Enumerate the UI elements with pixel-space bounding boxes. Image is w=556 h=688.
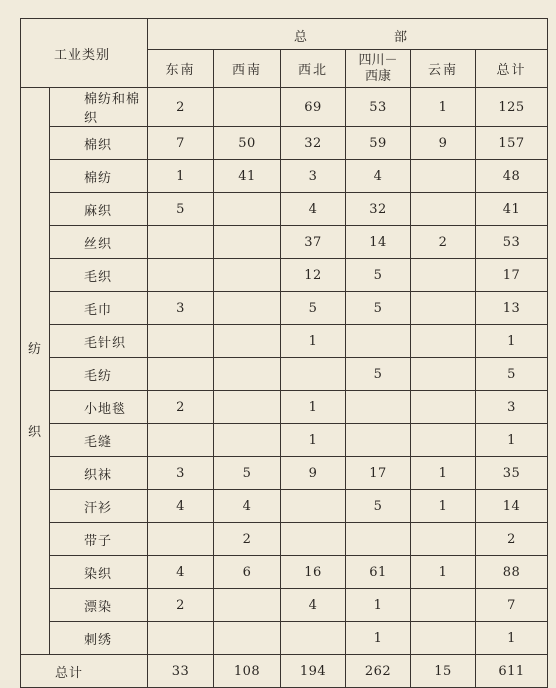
cell-xibei [281, 490, 346, 523]
table-row [21, 391, 548, 424]
cell-total: 2 [476, 523, 548, 556]
cell-dongnan: 7 [148, 127, 214, 160]
cell-dongnan: 2 [148, 589, 214, 622]
cell-sichuan: 17 [346, 457, 411, 490]
cell-xinan [214, 622, 281, 655]
cell-dongnan: 2 [148, 391, 214, 424]
cell-xibei: 3 [281, 160, 346, 193]
cell-yunnan [411, 160, 476, 193]
cell-sichuan: 59 [346, 127, 411, 160]
total-row [21, 655, 548, 688]
row-category-name: 染织 [50, 556, 148, 589]
column-header-xikang: 西康 [365, 68, 392, 84]
cell-yunnan: 15 [411, 655, 476, 688]
cell-xibei: 1 [281, 325, 346, 358]
cell-yunnan [411, 259, 476, 292]
group-header-char-2: 部 [394, 30, 408, 45]
row-category-name: 棉纺和棉织 [50, 88, 148, 127]
cell-sichuan: 5 [346, 490, 411, 523]
row-category-name: 漂染 [50, 589, 148, 622]
cell-xinan [214, 88, 281, 127]
cell-dongnan: 5 [148, 193, 214, 226]
cell-xinan [214, 589, 281, 622]
cell-xinan [214, 424, 281, 457]
row-category-name: 毛巾 [50, 292, 148, 325]
cell-xinan: 4 [214, 490, 281, 523]
cell-total: 88 [476, 556, 548, 589]
cell-total: 13 [476, 292, 548, 325]
cell-xibei [281, 622, 346, 655]
table-row [21, 589, 548, 622]
cell-yunnan [411, 292, 476, 325]
table-row [21, 193, 548, 226]
cell-yunnan: 2 [411, 226, 476, 259]
table-row [21, 490, 548, 523]
cell-total: 125 [476, 88, 548, 127]
table-row [21, 523, 548, 556]
row-category-name: 毛缝 [50, 424, 148, 457]
table-row [21, 325, 548, 358]
cell-sichuan: 4 [346, 160, 411, 193]
cell-sichuan [346, 391, 411, 424]
cell-sichuan: 32 [346, 193, 411, 226]
column-header-dongnan: 东南 [148, 50, 214, 88]
category-header: 工业类别 [21, 19, 148, 88]
cell-sichuan: 61 [346, 556, 411, 589]
table-row [21, 259, 548, 292]
cell-total: 5 [476, 358, 548, 391]
cell-total: 17 [476, 259, 548, 292]
table-row [21, 457, 548, 490]
cell-xibei: 16 [281, 556, 346, 589]
row-category-name: 棉织 [50, 127, 148, 160]
cell-xibei: 32 [281, 127, 346, 160]
cell-total: 14 [476, 490, 548, 523]
cell-total: 1 [476, 325, 548, 358]
cell-xinan [214, 358, 281, 391]
cell-xinan [214, 226, 281, 259]
column-header-total: 总计 [476, 50, 548, 88]
cell-yunnan [411, 622, 476, 655]
cell-xinan: 108 [214, 655, 281, 688]
cell-sichuan: 1 [346, 589, 411, 622]
column-header-sichuan-xikang [346, 50, 411, 88]
row-category-name: 总计 [21, 655, 148, 688]
cell-sichuan [346, 523, 411, 556]
row-category-name: 织袜 [50, 457, 148, 490]
cell-xibei: 194 [281, 655, 346, 688]
cell-yunnan: 1 [411, 88, 476, 127]
cell-xinan: 41 [214, 160, 281, 193]
cell-xinan [214, 292, 281, 325]
row-category-name: 毛纺 [50, 358, 148, 391]
row-category-name: 麻织 [50, 193, 148, 226]
row-category-name: 小地毯 [50, 391, 148, 424]
row-category-name: 毛织 [50, 259, 148, 292]
cell-xibei: 1 [281, 391, 346, 424]
cell-xinan: 6 [214, 556, 281, 589]
group-header-char-1: 总 [294, 30, 308, 45]
cell-xibei: 37 [281, 226, 346, 259]
cell-dongnan [148, 523, 214, 556]
table-row [21, 424, 548, 457]
cell-yunnan: 1 [411, 556, 476, 589]
cell-xinan: 2 [214, 523, 281, 556]
table-row [21, 358, 548, 391]
row-category-name: 带子 [50, 523, 148, 556]
cell-xibei: 12 [281, 259, 346, 292]
table-row [21, 88, 548, 127]
cell-xinan [214, 193, 281, 226]
cell-total: 48 [476, 160, 548, 193]
row-category-name: 汗衫 [50, 490, 148, 523]
cell-dongnan: 33 [148, 655, 214, 688]
cell-xibei: 9 [281, 457, 346, 490]
cell-dongnan: 3 [148, 457, 214, 490]
table-body [21, 88, 548, 688]
cell-xinan [214, 259, 281, 292]
cell-sichuan: 53 [346, 88, 411, 127]
column-header-xinan: 西南 [214, 50, 281, 88]
cell-total: 3 [476, 391, 548, 424]
headquarters-group-header [148, 19, 548, 50]
cell-dongnan [148, 358, 214, 391]
cell-yunnan: 1 [411, 457, 476, 490]
cell-dongnan: 3 [148, 292, 214, 325]
cell-dongnan: 4 [148, 556, 214, 589]
cell-yunnan [411, 424, 476, 457]
cell-yunnan [411, 523, 476, 556]
column-header-sichuan: 四川－ [358, 52, 398, 68]
cell-dongnan [148, 259, 214, 292]
cell-xinan [214, 391, 281, 424]
cell-total: 35 [476, 457, 548, 490]
textile-section-label [21, 88, 50, 655]
cell-total: 1 [476, 424, 548, 457]
cell-yunnan: 1 [411, 490, 476, 523]
cell-yunnan [411, 391, 476, 424]
cell-xibei [281, 358, 346, 391]
table-row [21, 292, 548, 325]
cell-total: 41 [476, 193, 548, 226]
table-row [21, 160, 548, 193]
section-label-char-2: 织 [28, 425, 42, 440]
cell-yunnan [411, 325, 476, 358]
cell-sichuan [346, 424, 411, 457]
cell-dongnan: 1 [148, 160, 214, 193]
cell-yunnan [411, 193, 476, 226]
cell-dongnan [148, 424, 214, 457]
table-row [21, 556, 548, 589]
cell-yunnan [411, 589, 476, 622]
cell-sichuan: 5 [346, 292, 411, 325]
table-row [21, 127, 548, 160]
section-label-char-1: 纺 [28, 342, 42, 357]
row-category-name: 毛针织 [50, 325, 148, 358]
cell-xibei: 69 [281, 88, 346, 127]
cell-dongnan [148, 226, 214, 259]
cell-xinan [214, 325, 281, 358]
cell-dongnan: 4 [148, 490, 214, 523]
cell-total: 611 [476, 655, 548, 688]
cell-dongnan [148, 622, 214, 655]
cell-xinan: 5 [214, 457, 281, 490]
cell-dongnan [148, 325, 214, 358]
cell-xibei: 4 [281, 193, 346, 226]
table-row [21, 622, 548, 655]
cell-sichuan [346, 325, 411, 358]
cell-yunnan: 9 [411, 127, 476, 160]
cell-xibei: 1 [281, 424, 346, 457]
row-category-name: 刺绣 [50, 622, 148, 655]
column-header-yunnan: 云南 [411, 50, 476, 88]
table-row [21, 226, 548, 259]
industry-statistics-table [20, 18, 548, 688]
cell-xinan: 50 [214, 127, 281, 160]
cell-sichuan: 1 [346, 622, 411, 655]
row-category-name: 丝织 [50, 226, 148, 259]
cell-sichuan: 5 [346, 259, 411, 292]
cell-sichuan: 5 [346, 358, 411, 391]
cell-total: 157 [476, 127, 548, 160]
cell-total: 7 [476, 589, 548, 622]
cell-xibei: 5 [281, 292, 346, 325]
cell-total: 53 [476, 226, 548, 259]
cell-sichuan: 262 [346, 655, 411, 688]
cell-total: 1 [476, 622, 548, 655]
cell-xibei: 4 [281, 589, 346, 622]
cell-xibei [281, 523, 346, 556]
cell-yunnan [411, 358, 476, 391]
cell-sichuan: 14 [346, 226, 411, 259]
column-header-xibei: 西北 [281, 50, 346, 88]
cell-dongnan: 2 [148, 88, 214, 127]
row-category-name: 棉纺 [50, 160, 148, 193]
